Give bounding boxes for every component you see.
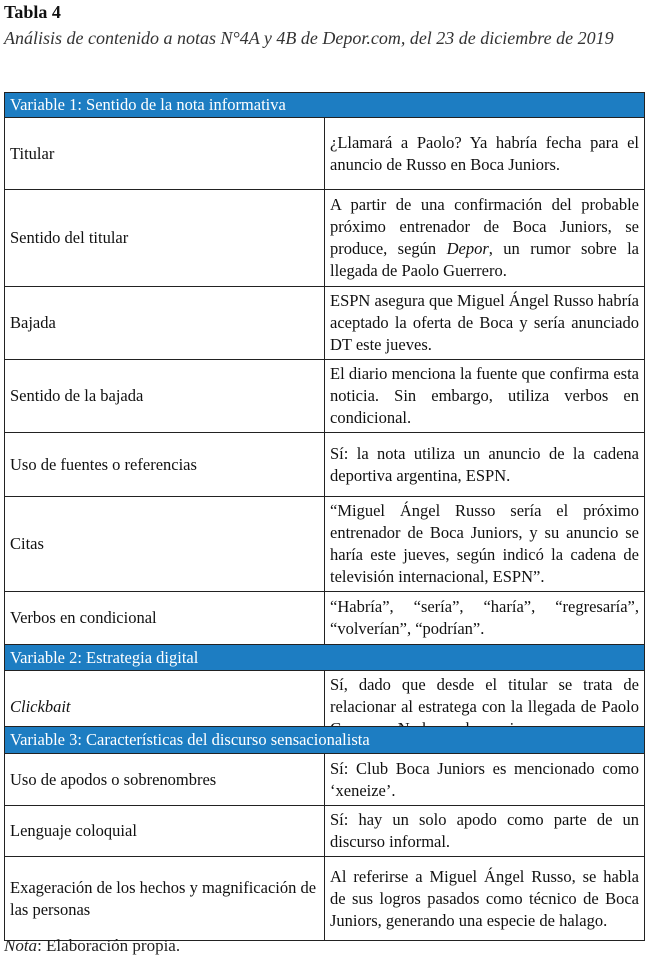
note-label: Nota bbox=[4, 936, 38, 955]
row-value: ¿Llamará a Paolo? Ya habría fecha para el anuncio de Russo en Boca Juniors. bbox=[325, 118, 645, 190]
row-value: Sí: la nota utiliza un anuncio de la cadena deportiva argentina, ESPN. bbox=[325, 433, 645, 497]
row-value: “Miguel Ángel Russo sería el próximo entrenador de Boca Juniors, y su anuncio se haría este jueves, según indicó la cadena de televisión internacional, ESPN”. bbox=[325, 497, 645, 592]
row-label: Exageración de los hechos y magnificación de las personas bbox=[5, 857, 325, 941]
value-text: A partir de una confirmación del probable próximo entrenador de Boca Juniors, se produce, según bbox=[330, 195, 639, 258]
row-label: Uso de fuentes o referencias bbox=[5, 433, 325, 497]
row-label: Citas bbox=[5, 497, 325, 592]
note-text: : Elaboración propia. bbox=[37, 936, 181, 955]
row-label: Sentido del titular bbox=[5, 190, 325, 287]
content-analysis-table-2 bbox=[4, 726, 645, 941]
row-value: “Habría”, “sería”, “haría”, “regresaría”, “volverían”, “podrían”. bbox=[325, 592, 645, 645]
row-label: Sentido de la bajada bbox=[5, 360, 325, 433]
row-label: Uso de apodos o sobrenombres bbox=[5, 754, 325, 806]
table-row bbox=[5, 433, 645, 497]
table-row bbox=[5, 360, 645, 433]
content-analysis-table-1 bbox=[4, 92, 645, 744]
row-value: Al referirse a Miguel Ángel Russo, se habla de sus logros pasados como técnico de Boca Juniors, generando una especie de halago. bbox=[325, 857, 645, 941]
variable-2-header: Variable 2: Estrategia digital bbox=[5, 645, 645, 671]
variable-1-header: Variable 1: Sentido de la nota informativa bbox=[5, 93, 645, 118]
row-value: El diario menciona la fuente que confirma esta noticia. Sin embargo, utiliza verbos en condicional. bbox=[325, 360, 645, 433]
row-label: Titular bbox=[5, 118, 325, 190]
value-text: , un rumor sobre la llegada de Paolo Guerrero. bbox=[330, 239, 639, 280]
row-label: Lenguaje coloquial bbox=[5, 806, 325, 857]
table-row bbox=[5, 497, 645, 592]
table-row bbox=[5, 754, 645, 806]
row-label: Bajada bbox=[5, 287, 325, 360]
row-value: ESPN asegura que Miguel Ángel Russo habría aceptado la oferta de Boca y sería anunciado DT este jueves. bbox=[325, 287, 645, 360]
value-emphasis: Depor bbox=[446, 239, 489, 258]
table-subtitle: Análisis de contenido a notas N°4A y 4B de Depor.com, del 23 de diciembre de 2019 bbox=[4, 28, 614, 48]
table-row bbox=[5, 118, 645, 190]
row-value bbox=[325, 190, 645, 287]
row-value: Sí, dado que desde el titular se trata de relacionar al estratega con la llegada de Paolo bbox=[325, 671, 645, 744]
table-row bbox=[5, 592, 645, 645]
row-label: Clickbait bbox=[5, 671, 325, 744]
table-note bbox=[4, 936, 180, 956]
row-value: Sí: hay un solo apodo como parte de un discurso informal. bbox=[325, 806, 645, 857]
table-title: Tabla 4 bbox=[4, 2, 61, 22]
row-label: Verbos en condicional bbox=[5, 592, 325, 645]
table-row bbox=[5, 287, 645, 360]
variable-3-header: Variable 3: Características del discurso sensacionalista bbox=[5, 727, 645, 754]
table-row bbox=[5, 190, 645, 287]
row-value: Sí: Club Boca Juniors es mencionado como ‘xeneize’. bbox=[325, 754, 645, 806]
table-row bbox=[5, 857, 645, 941]
table-row bbox=[5, 806, 645, 857]
